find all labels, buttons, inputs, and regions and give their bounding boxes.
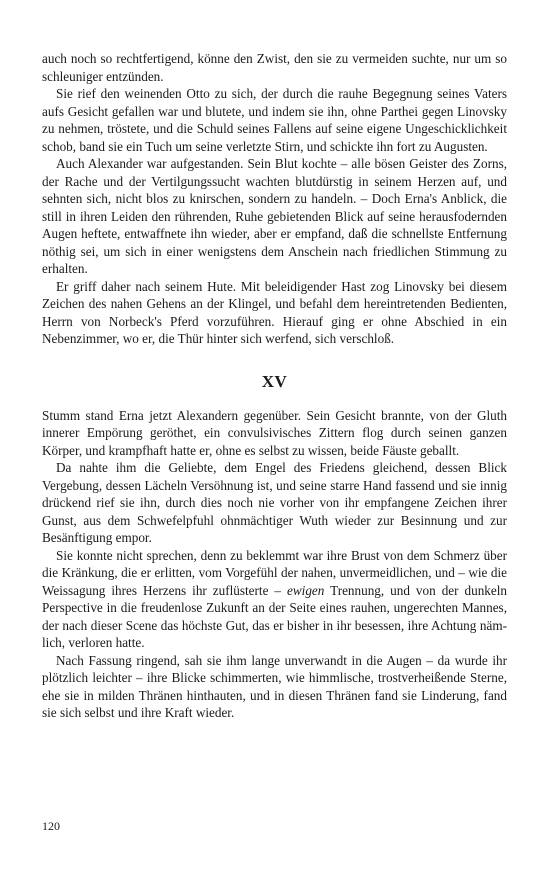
paragraph-sprechen: [42, 547, 507, 652]
paragraph-fassung: Nach Fassung ringend, sah sie ihm lange unverwandt in die Augen – da wurde ihr plötzlich leichter – ihre Blicke schimmerten, wie himmlische, trostverheißende Sterne, ehe sie in milden Thränen hinthauten, und in diesen Thränen fand sie Linderung, fand sie sich selbst und ihre Kraft wieder.: [42, 652, 507, 720]
paragraph-geliebte: Da nahte ihm die Geliebte, dem Engel des Friedens gleichend, dessen Blick Vergebung, dessen Lächeln Versöhnung ist, und seine starre Hand fassend und sie innig drückend rief sie ihn, durch dies noch nie vorher von ihr empfangene Zeichen ihrer Gunst, aus dem Schwefelpfuhl ohnmächtiger Wuth wieder zur Besinnung und zur Besänftigung empor.: [42, 460, 507, 545]
paragraph-continued: auch noch so rechtfertigend, könne den Zwist, den sie zu vermeiden suchte, nur um so schleuniger entzünden.: [42, 51, 507, 84]
page-number: 120: [42, 819, 60, 833]
paragraph-sprechen-part1: Sie konnte nicht sprechen, denn zu beklemmt war ihre Brust von dem Schmerz über die Kränkung, die er erlitten, vom Vorgefühl der nahen, unvermeidlichen, und – wie die Weissagung ihres Herzens ihr zuflüsterte –: [42, 547, 507, 598]
paragraph-otto: Sie rief den weinenden Otto zu sich, der durch die rauhe Begegnung seines Vaters aufs Gesicht gefallen war und blutete, und indem sie ihn, ohne Parthei gegen Linovsky zu nehmen, tröstete, und die Schuld seines Fallens auf seine eigene Ungeschicklichkeit schob, band sie ein Tuch um seine verletzte Stirn, und schickte ihn fort zu Augusten.: [42, 86, 507, 154]
emphasized-word: ewigen: [287, 582, 325, 598]
paragraph-alexander: Auch Alexander war aufgestanden. Sein Blut kochte – alle bösen Geister des Zorns, der Rache und der Vertilgungssucht wachten blutdürstig in seinem Herzen auf, und sehnten sich, nicht blos zu knirschen, sondern zu handeln. – Doch Erna's Anblick, die still in ihren Leiden den rührenden, Ruhe gebietenden Blick auf seine herausfodernden Augen heftete, entwaffnete ihn wieder, aber er empfand, daß die schnellste Entfernung nöthig sei, um sich in einer wenigstens dem Anschein nach friedlichen Stimmung zu erhalten.: [42, 156, 507, 276]
paragraph-hat: Er griff daher nach seinem Hute. Mit beleidigender Hast zog Linovsky bei diesem Zeichen des nahen Gehens an der Klingel, und befahl dem hereintretenden Bedienten, Herrn von Norbeck's Pferd vorzuführen. Hierauf ging er ohne Abschied in ein Nebenzimmer, wo er, die Thür hinter sich werfend, sich verschloß.: [42, 278, 507, 346]
book-page: [42, 50, 507, 722]
paragraph-sprechen-part2: Trennung, und von der dunkeln Perspective in die freudenlose Zukunft an der Seite eines rauhen, ungerechten Mannes, der nach dieser Scene das höchste Gut, das er bisher in ihr besessen, ihre Achtung nämlich, verloren hatte.: [42, 582, 507, 650]
paragraph-erna-stumm: Stumm stand Erna jetzt Alexandern gegenüber. Sein Gesicht brannte, von der Gluth innerer Empörung geröthet, ein convulsivisches Zittern flog durch seinen ganzen Körper, und krampfhaft hatte er, ohne es selbst zu wissen, beide Fäuste geballt.: [42, 407, 507, 458]
chapter-heading: XV: [261, 371, 288, 391]
